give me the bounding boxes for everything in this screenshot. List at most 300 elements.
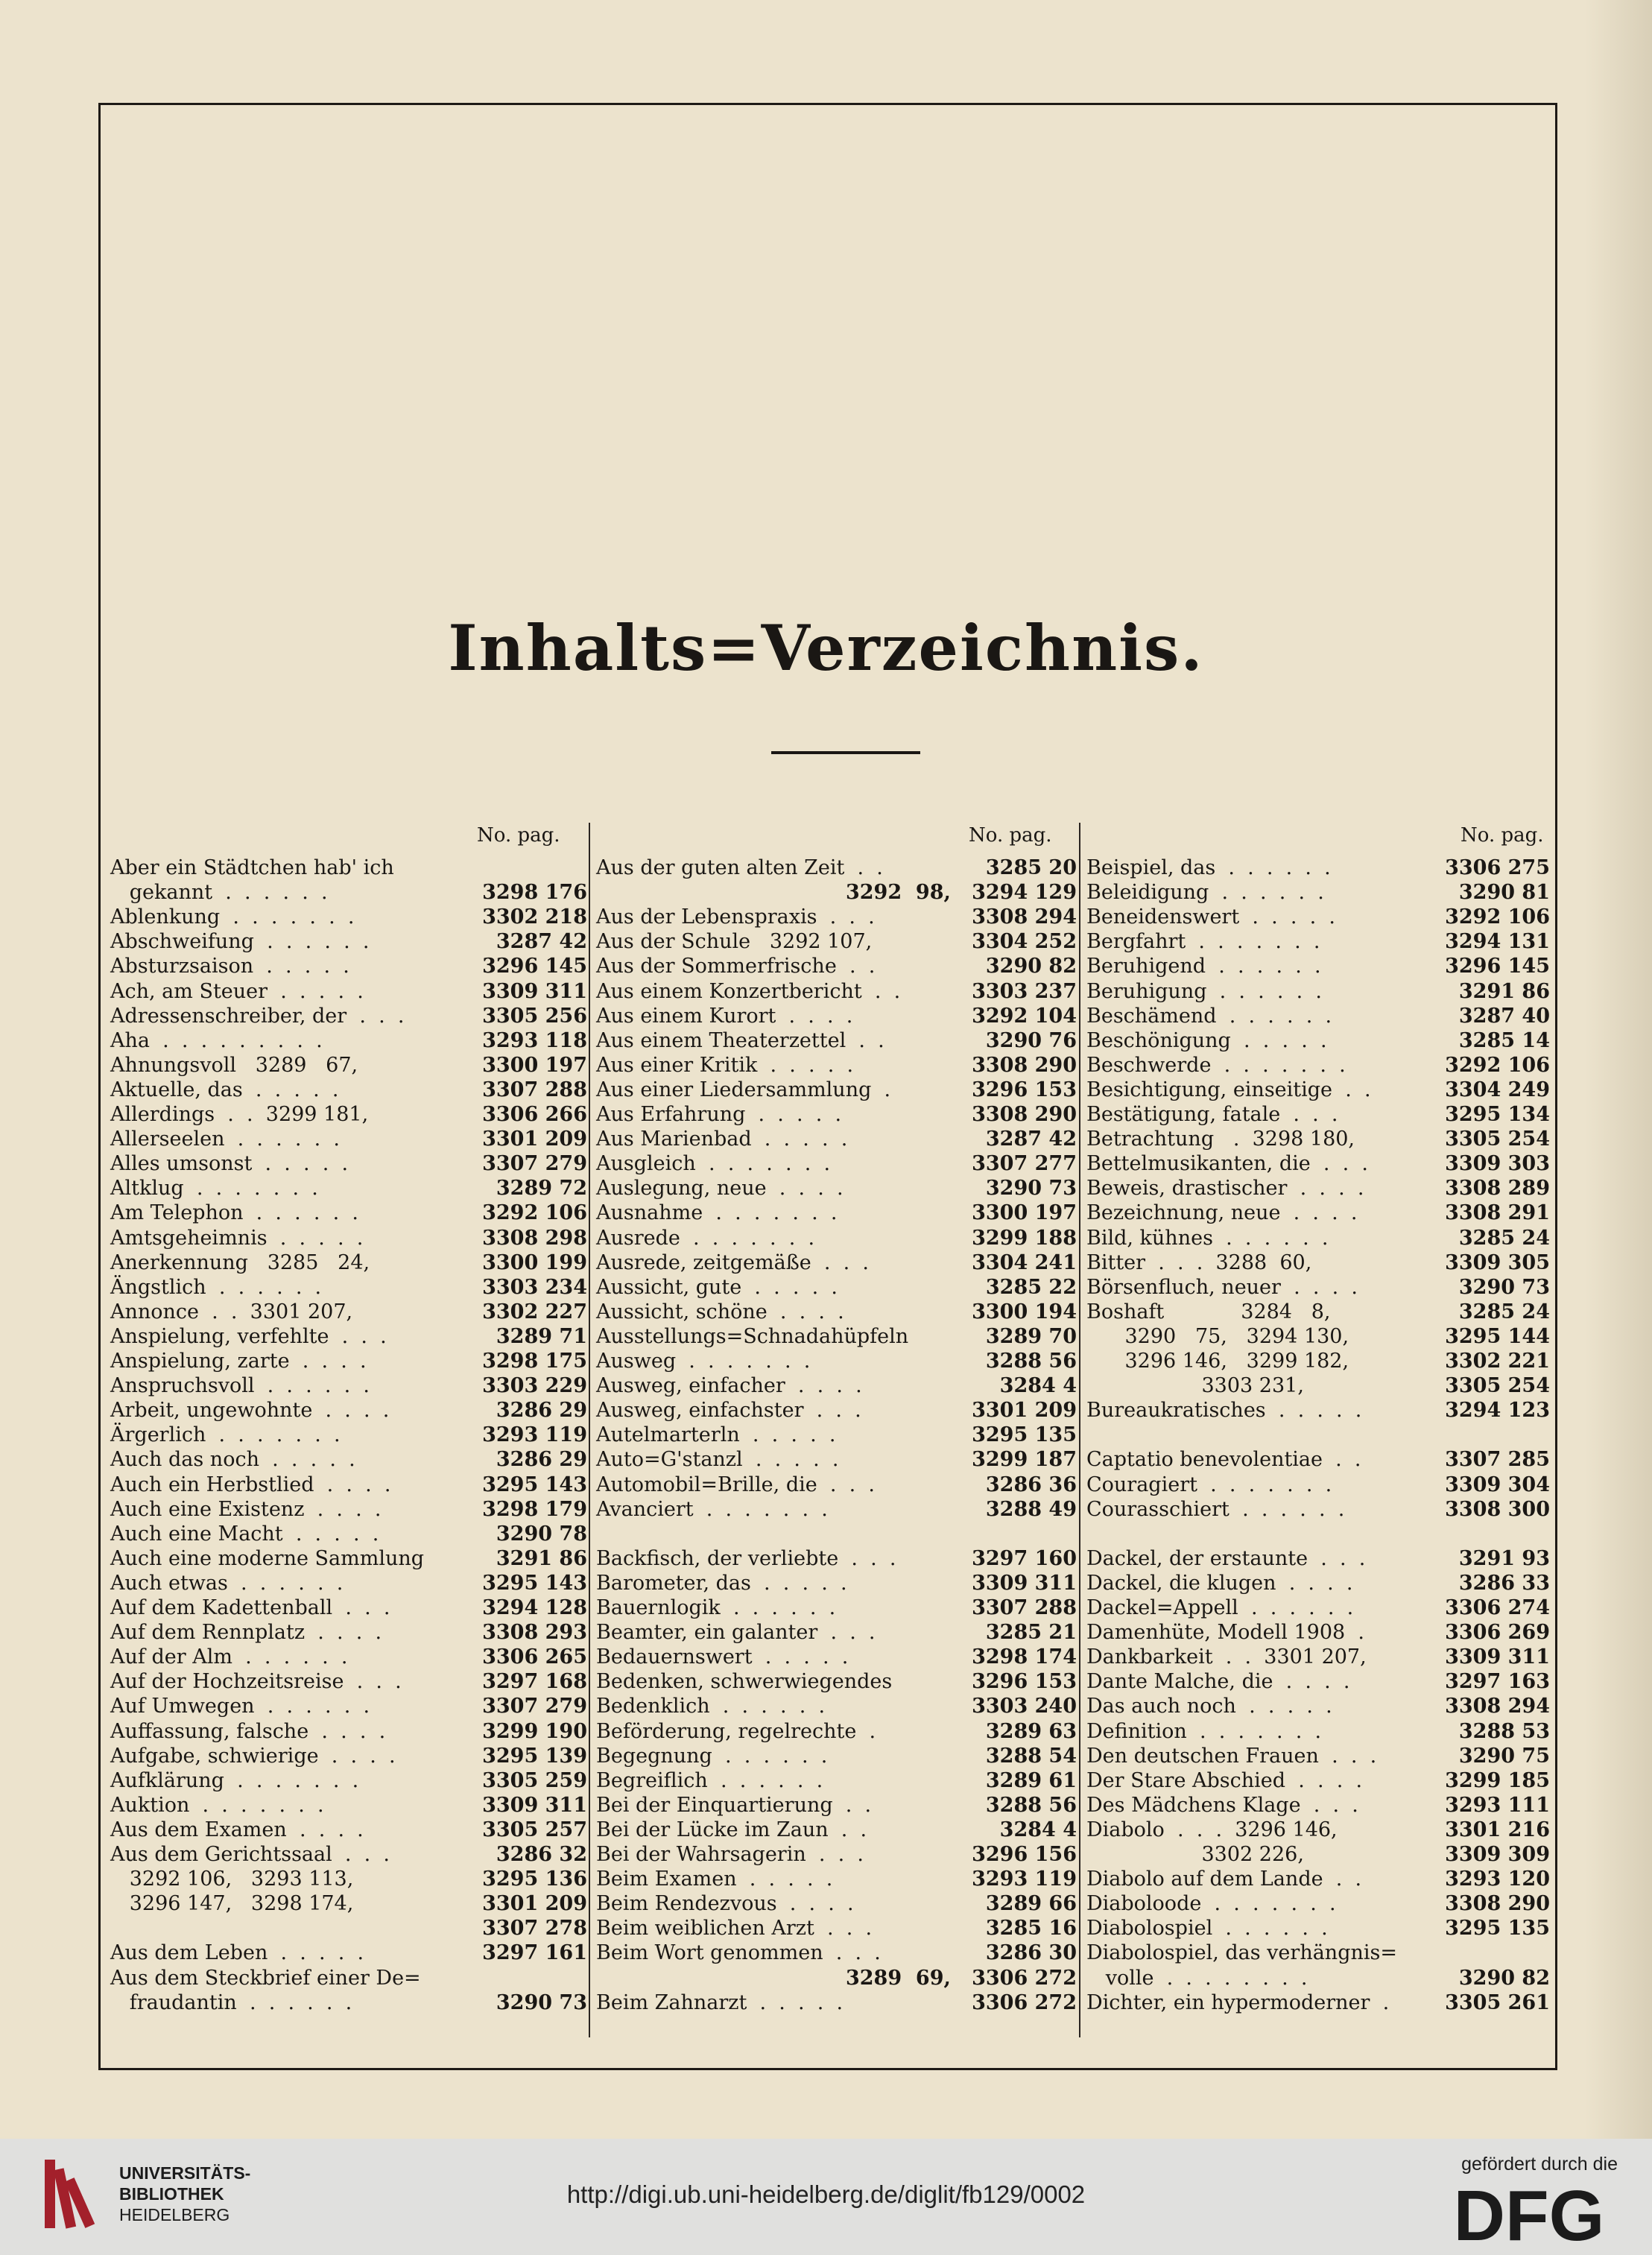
entry-reference: 3306 274 [1445,1596,1550,1619]
entry-title: Bitter . . . 3288 60, [1086,1250,1312,1274]
index-entry [1086,1127,1550,1152]
entry-title: Bedenken, schwerwiegendes [596,1670,893,1694]
entry-reference: 3285 16 [985,1917,1077,1941]
index-entry [110,1645,587,1670]
entry-title: Alles umsonst . . . . . [110,1152,349,1176]
index-entry [110,1473,587,1498]
entry-title: Anspruchsvoll . . . . . . [110,1374,370,1398]
entry-title: Dackel=Appell . . . . . . [1086,1596,1354,1619]
entry-reference: 3309 311 [482,979,587,1003]
index-entry [1086,1226,1550,1251]
index-entry [596,1645,1077,1670]
entry-title: 3296 146, 3299 182, [1086,1350,1349,1373]
entry-title: Backfisch, der verliebte . . . [596,1546,896,1570]
entry-title: Auch das noch . . . . . [110,1448,355,1472]
entry-title: Damenhüte, Modell 1908 . [1086,1621,1364,1645]
entry-title: Dackel, der erstaunte . . . [1086,1546,1366,1570]
entry-title: Ausnahme . . . . . . . [596,1201,838,1225]
entry-reference: 3299 185 [1445,1768,1550,1792]
entry-title: Aktuelle, das . . . . . [110,1078,339,1101]
entry-reference: 3308 293 [482,1621,587,1645]
index-entry [1086,1744,1550,1769]
index-entry [1086,1645,1550,1670]
index-entry [596,1941,1077,1966]
entry-title: Auch ein Herbstlied . . . . [110,1473,391,1496]
entry-title: Beweis, drastischer . . . . [1086,1177,1364,1201]
entry-reference: 3284 4 [999,1374,1077,1398]
entry-reference: 3285 14 [1458,1028,1550,1052]
index-entry [110,1842,587,1867]
entry-reference: 3302 218 [482,905,587,929]
entry-title: Auslegung, neue . . . . [596,1177,844,1201]
entry-reference: 3308 291 [1445,1201,1550,1225]
entry-title: Begreiflich . . . . . . [596,1768,823,1792]
index-entry [596,1719,1077,1745]
entry-reference: 3308 290 [972,1053,1077,1077]
index-entry [1086,1768,1550,1794]
entry-title: Aus dem Examen . . . . [110,1818,364,1841]
index-entry [110,1546,587,1572]
entry-title: Anerkennung 3285 24, [110,1250,370,1274]
entry-title: 3296 147, 3298 174, [110,1892,354,1916]
index-entry [110,1497,587,1522]
entry-title: Des Mädchens Klage . . . [1086,1793,1358,1817]
entry-reference: 3307 278 [482,1917,587,1941]
index-entry [596,1595,1077,1621]
entry-reference: 3307 288 [482,1078,587,1101]
index-entry [596,1473,1077,1498]
entry-title: Ausweg, einfacher . . . . [596,1374,862,1398]
entry-title: Dante Malche, die . . . . [1086,1670,1350,1694]
index-entry [110,1127,587,1152]
index-entry [110,1250,587,1276]
index-entry [1086,1349,1550,1374]
entry-reference: 3307 279 [482,1152,587,1176]
entry-title: Bei der Wahrsagerin . . . [596,1843,864,1866]
entry-title: Auto=G'stanzl . . . . . [596,1448,839,1472]
entry-reference: 3291 86 [1458,979,1550,1003]
entry-reference: 3298 179 [482,1497,587,1521]
entry-title: Beförderung, regelrechte . [596,1719,876,1743]
entry-title: Aussicht, gute . . . . . [596,1275,838,1299]
index-entry [110,1793,587,1818]
entry-reference: 3309 311 [482,1793,587,1817]
entry-title: Beamter, ein galanter . . . [596,1621,876,1645]
entry-reference: 3290 73 [985,1177,1077,1201]
entry-reference: 3289 63 [985,1719,1077,1743]
entry-reference: 3309 309 [1445,1843,1550,1866]
index-entry [1086,1571,1550,1596]
entry-reference: 3304 252 [972,930,1077,954]
entry-reference: 3288 53 [1458,1719,1550,1743]
entry-reference: 3308 294 [972,905,1077,929]
entry-reference: 3292 104 [972,1004,1077,1028]
entry-reference: 3291 86 [496,1546,587,1570]
entry-reference: 3289 66 [985,1892,1077,1916]
index-entry [596,979,1077,1005]
entry-reference: 3293 111 [1445,1793,1550,1817]
entry-reference: 3295 143 [482,1473,587,1496]
index-entry [110,1941,587,1966]
entry-reference: 3305 261 [1445,1990,1550,2014]
index-entry [110,855,587,881]
index-entry [596,1669,1077,1695]
index-entry [110,1595,587,1621]
entry-reference: 3289 69, 3306 272 [845,1966,1077,1990]
index-entry [1086,1966,1550,1991]
entry-reference: 3309 305 [1445,1250,1550,1274]
entry-reference: 3297 160 [972,1546,1077,1570]
index-entry [596,1053,1077,1078]
entry-reference: 3288 54 [985,1744,1077,1768]
index-entry [596,1028,1077,1054]
index-entry [596,1324,1077,1350]
index-entry [596,1990,1077,2016]
entry-title: Ärgerlich . . . . . . . [110,1423,341,1447]
entry-title: Ausweg . . . . . . . [596,1350,811,1373]
index-entry [1086,1151,1550,1177]
entry-title: Beschwerde . . . . . . . [1086,1053,1346,1077]
entry-title: Bezeichnung, neue . . . . [1086,1201,1358,1225]
index-entry [1086,1398,1550,1423]
entry-title: Aus einer Liedersammlung . [596,1078,891,1101]
entry-reference: 3301 209 [972,1399,1077,1423]
index-entry [596,1373,1077,1399]
entry-title: Aber ein Städtchen hab' ich [110,856,394,879]
entry-reference: 3296 145 [482,955,587,978]
entry-title: Boshaft 3284 8, [1086,1300,1331,1323]
index-entry [596,905,1077,930]
entry-reference: 3284 4 [999,1818,1077,1841]
permalink-url[interactable]: http://digi.ub.uni-heidelberg.de/diglit/fb129/0002 [566,2180,1086,2208]
entry-title: Bei der Einquartierung . . [596,1793,872,1817]
entry-title: Auf der Alm . . . . . . [110,1645,348,1669]
entry-reference: 3292 106 [1445,905,1550,929]
entry-title: Auf dem Rennplatz . . . . [110,1621,382,1645]
entry-reference: 3300 199 [482,1250,587,1274]
entry-title: Annonce . . 3301 207, [110,1300,353,1323]
index-entry [1086,1423,1550,1448]
index-entry [1086,1522,1550,1547]
index-entry [1086,1201,1550,1226]
entry-title: Bei der Lücke im Zaun . . [596,1818,867,1841]
entry-title: Den deutschen Frauen . . . [1086,1744,1377,1768]
index-entry [1086,1373,1550,1399]
entry-title: Auf der Hochzeitsreise . . . [110,1670,402,1694]
index-entry [596,1620,1077,1645]
entry-title: Beschönigung . . . . . [1086,1028,1327,1052]
entry-reference: 3299 188 [972,1226,1077,1250]
entry-reference: 3308 294 [1445,1695,1550,1718]
index-entry [1086,954,1550,979]
entry-reference: 3290 76 [985,1028,1077,1052]
library-name-line: UNIVERSITÄTS- [119,2163,251,2183]
entry-title: Bergfahrt . . . . . . . [1086,930,1320,954]
entry-title: Beneidenswert . . . . . [1086,905,1335,929]
entry-reference: 3303 237 [972,979,1077,1003]
entry-title: Auch etwas . . . . . . [110,1571,344,1595]
entry-reference: 3296 156 [972,1843,1077,1866]
column-divider [589,823,590,2037]
entry-reference: 3308 290 [1445,1892,1550,1916]
entry-title: Aus Marienbad . . . . . [596,1128,848,1151]
entry-reference: 3287 42 [985,1128,1077,1151]
entry-reference: 3305 256 [482,1004,587,1028]
entry-reference: 3291 93 [1458,1546,1550,1570]
entry-title: Ausrede . . . . . . . [596,1226,815,1250]
index-entry [110,1423,587,1448]
entry-title: Beim Examen . . . . . [596,1867,833,1891]
index-entry [596,1891,1077,1917]
column-header: No. pag. [1460,824,1544,847]
index-entry [110,1324,587,1350]
index-entry [596,1226,1077,1251]
entry-reference: 3295 134 [1445,1103,1550,1126]
entry-title: Autelmarterln . . . . . [596,1423,836,1447]
index-entry [110,1768,587,1794]
index-entry [110,1373,587,1399]
page-title: Inhalts=Verzeichnis. [448,611,1204,685]
entry-reference: 3302 221 [1445,1350,1550,1373]
entry-title: Automobil=Brille, die . . . [596,1473,875,1496]
index-entry [1086,905,1550,930]
entry-title: Beruhigend . . . . . . [1086,955,1321,978]
entry-reference: 3290 75 [1458,1744,1550,1768]
index-entry [1086,1891,1550,1917]
entry-reference: 3285 22 [985,1275,1077,1299]
entry-reference: 3290 73 [1458,1275,1550,1299]
index-entry [110,1990,587,2016]
index-entry [596,1127,1077,1152]
index-entry [596,1176,1077,1201]
index-entry [596,1201,1077,1226]
entry-title: Courasschiert . . . . . . [1086,1497,1345,1521]
entry-title: Diabolospiel, das verhängnis= [1086,1941,1397,1965]
index-entry [596,855,1077,881]
entry-reference: 3305 259 [482,1768,587,1792]
entry-title: Besichtigung, einseitige . . [1086,1078,1371,1101]
entry-reference: 3286 33 [1458,1571,1550,1595]
entry-reference: 3294 131 [1445,930,1550,954]
index-entry [596,1078,1077,1103]
entry-title: 3303 231, [1086,1374,1304,1398]
entry-reference: 3289 70 [985,1324,1077,1348]
index-entry [1086,1447,1550,1473]
index-entry [1086,1250,1550,1276]
index-entry [596,1694,1077,1719]
entry-reference: 3294 128 [482,1596,587,1619]
entry-title: Beruhigung . . . . . . [1086,979,1322,1003]
index-entry [596,1571,1077,1596]
index-entry [110,880,587,905]
index-entry [110,1078,587,1103]
index-entry [110,1669,587,1695]
index-entry [110,1300,587,1325]
index-entry [1086,1595,1550,1621]
entry-reference: 3309 311 [972,1571,1077,1595]
index-entry [1086,929,1550,955]
index-entry [1086,1941,1550,1966]
index-entry [110,1028,587,1054]
index-entry [596,954,1077,979]
entry-reference: 3285 24 [1458,1226,1550,1250]
entry-reference: 3303 234 [482,1275,587,1299]
entry-title: Ausweg, einfachster . . . [596,1399,861,1423]
entry-title: Avanciert . . . . . . . [596,1497,828,1521]
entry-reference: 3299 187 [972,1448,1077,1472]
entry-title: Bild, kühnes . . . . . . [1086,1226,1329,1250]
dfg-logo-icon [1436,2180,1622,2249]
entry-reference: 3299 190 [482,1719,587,1743]
entry-reference: 3304 249 [1445,1078,1550,1101]
entry-reference: 3302 227 [482,1300,587,1323]
index-entry [1086,1793,1550,1818]
title-rule [771,751,920,754]
entry-title: Bedauernswert . . . . . [596,1645,849,1669]
entry-title: Absturzsaison . . . . . [110,955,349,978]
entry-reference: 3289 72 [496,1177,587,1201]
entry-title: Aus dem Gerichtssaal . . . [110,1843,390,1866]
entry-title: Barometer, das . . . . . [596,1571,847,1595]
entry-reference: 3303 240 [972,1695,1077,1718]
entry-reference: 3293 118 [482,1028,587,1052]
entry-reference: 3301 209 [482,1892,587,1916]
dfg-logo-text: DFG [1453,2180,1605,2249]
entry-reference: 3288 49 [985,1497,1077,1521]
entry-reference: 3306 265 [482,1645,587,1669]
index-entry [1086,1275,1550,1300]
index-entry [110,1176,587,1201]
index-entry [110,1349,587,1374]
entry-title: Beschämend . . . . . . [1086,1004,1332,1028]
entry-reference: 3303 229 [482,1374,587,1398]
entry-reference: 3305 254 [1445,1128,1550,1151]
entry-title: Dackel, die klugen . . . . [1086,1571,1353,1595]
entry-title: Aus dem Steckbrief einer De= [110,1966,421,1990]
entry-reference: 3309 311 [1445,1645,1550,1669]
index-entry [110,905,587,930]
entry-reference: 3295 136 [482,1867,587,1891]
index-entry [1086,1990,1550,2016]
entry-title: Ach, am Steuer . . . . . [110,979,364,1003]
entry-reference: 3286 29 [496,1399,587,1423]
entry-reference: 3307 288 [972,1596,1077,1619]
index-entry [110,979,587,1005]
entry-title: Aufgabe, schwierige . . . . [110,1744,396,1768]
index-entry [110,1447,587,1473]
entry-title: Anspielung, verfehlte . . . [110,1324,387,1348]
index-entry [110,1867,587,1892]
entry-title: Aus dem Leben . . . . . [110,1941,364,1965]
index-entry [1086,1867,1550,1892]
index-entry [1086,1078,1550,1103]
entry-title: Aus der Lebenspraxis . . . [596,905,875,929]
entry-reference: 3308 289 [1445,1177,1550,1201]
index-entry [110,1620,587,1645]
entry-reference: 3301 216 [1445,1818,1550,1841]
entry-title: Am Telephon . . . . . . [110,1201,358,1225]
entry-title: fraudantin . . . . . . [110,1990,352,2014]
index-entry [1086,1842,1550,1867]
entry-title: Auch eine Existenz . . . . [110,1497,382,1521]
index-entry [1086,1176,1550,1201]
entry-reference: 3290 82 [1458,1966,1550,1990]
entry-title: Auf Umwegen . . . . . . [110,1695,370,1718]
entry-title: Definition . . . . . . . [1086,1719,1322,1743]
entry-title: Ausgleich . . . . . . . [596,1152,831,1176]
entry-reference: 3290 82 [985,955,1077,978]
index-entry [1086,979,1550,1005]
entry-title: Beispiel, das . . . . . . [1086,856,1331,879]
entry-title: Aus der guten alten Zeit . . [596,856,883,879]
entry-title: Dichter, ein hypermoderner . [1086,1990,1390,2014]
entry-reference: 3287 42 [496,930,587,954]
index-entry [1086,1620,1550,1645]
entry-title: Aus der Sommerfrische . . [596,955,876,978]
entry-reference: 3300 197 [482,1053,587,1077]
entry-title: Aus der Schule 3292 107, [596,930,873,954]
index-entry [596,1275,1077,1300]
index-entry [596,1004,1077,1029]
entry-title: 3302 226, [1086,1843,1304,1866]
entry-reference: 3293 119 [482,1423,587,1447]
entry-title: Abschweifung . . . . . . [110,930,370,954]
index-entry [596,1793,1077,1818]
index-entry [1086,855,1550,881]
column-divider [1079,823,1080,2037]
entry-reference: 3296 145 [1445,955,1550,978]
entry-reference: 3286 36 [985,1473,1077,1496]
entry-reference: 3286 30 [985,1941,1077,1965]
index-entry [110,1966,587,1991]
entry-reference: 3295 135 [1445,1917,1550,1941]
entry-title: Das auch noch . . . . . [1086,1695,1332,1718]
entry-title: Couragiert . . . . . . . [1086,1473,1332,1496]
index-entry [1086,1497,1550,1522]
entry-title: 3292 106, 3293 113, [110,1867,354,1891]
index-entry [596,1768,1077,1794]
index-entry [1086,1028,1550,1054]
entry-title: Aus einem Konzertbericht . . [596,979,901,1003]
entry-reference: 3285 20 [985,856,1077,879]
entry-reference: 3290 78 [496,1522,587,1546]
entry-title: Auch eine moderne Sammlung [110,1546,425,1570]
entry-reference: 3297 168 [482,1670,587,1694]
entry-reference: 3287 40 [1458,1004,1550,1028]
entry-reference: 3292 98, 3294 129 [845,881,1077,905]
index-entry [1086,1719,1550,1745]
entry-reference: 3285 24 [1458,1300,1550,1323]
entry-reference: 3298 176 [482,881,587,905]
entry-title: Betrachtung . 3298 180, [1086,1128,1355,1151]
entry-title: Beim Wort genommen . . . [596,1941,881,1965]
index-entry [1086,1300,1550,1325]
index-entry [110,1151,587,1177]
entry-reference: 3288 56 [985,1350,1077,1373]
index-entry [1086,1546,1550,1572]
entry-reference: 3292 106 [482,1201,587,1225]
entry-title: Adressenschreiber, der . . . [110,1004,405,1028]
entry-title: Auf dem Kadettenball . . . [110,1596,390,1619]
entry-title: Auffassung, falsche . . . . [110,1719,386,1743]
entry-title: Allerdings . . 3299 181, [110,1103,369,1126]
index-entry [1086,1053,1550,1078]
entry-title: Aus Erfahrung . . . . . [596,1103,842,1126]
index-entry [1086,1102,1550,1128]
index-entry [110,1004,587,1029]
index-entry [110,1275,587,1300]
index-entry [596,1250,1077,1276]
